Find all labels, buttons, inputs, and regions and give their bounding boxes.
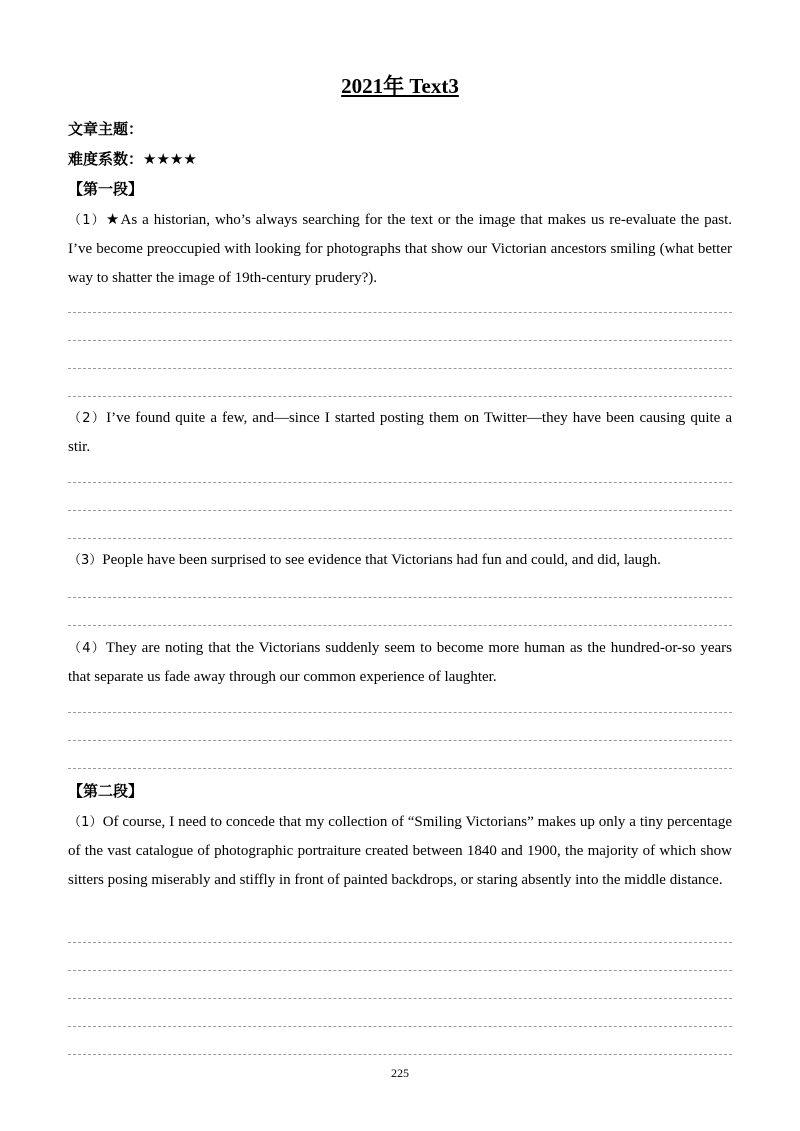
answer-line bbox=[68, 942, 732, 943]
sentence-text: I’ve found quite a few, and—since I started posting them on Twitter—they have been causing quite a stir. bbox=[68, 410, 732, 455]
sentence-number: （2） bbox=[68, 411, 107, 426]
difficulty-row bbox=[68, 148, 197, 169]
answer-line bbox=[68, 368, 732, 369]
page-title: 2021年 Text3 bbox=[341, 74, 459, 98]
sentence-number: （1） bbox=[68, 213, 106, 228]
sentence-number: （1） bbox=[68, 815, 103, 830]
article-theme-label: 文章主题： bbox=[68, 120, 144, 138]
difficulty-stars: ★★★★ bbox=[143, 150, 197, 168]
sentence-text: People have been surprised to see evidence that Victorians had fun and could, and did, laugh. bbox=[102, 552, 661, 568]
paragraph-1-3 bbox=[68, 546, 732, 575]
answer-line bbox=[68, 998, 732, 999]
paragraph-2-1 bbox=[68, 808, 732, 895]
answer-line bbox=[68, 396, 732, 397]
answer-line bbox=[68, 538, 732, 539]
page-number: 225 bbox=[391, 1066, 409, 1080]
answer-line bbox=[68, 740, 732, 741]
paragraph-1-4 bbox=[68, 634, 732, 692]
paragraph-1-2 bbox=[68, 404, 732, 462]
sentence-text: ★As a historian, who’s always searching for the text or the image that makes us re-evaluate the past. I’ve become preoccupied with looking for photographs that show our Victorian ancestors smiling (what better way to shatter the image of 19th-century prudery?). bbox=[68, 212, 732, 286]
section-heading-1: 【第一段】 bbox=[68, 180, 144, 198]
answer-line bbox=[68, 712, 732, 713]
sentence-number: （4） bbox=[68, 641, 106, 656]
answer-line bbox=[68, 340, 732, 341]
answer-line bbox=[68, 482, 732, 483]
answer-line bbox=[68, 625, 732, 626]
answer-line bbox=[68, 970, 732, 971]
answer-line bbox=[68, 768, 732, 769]
answer-line bbox=[68, 312, 732, 313]
difficulty-label: 难度系数： bbox=[68, 150, 144, 168]
answer-line bbox=[68, 1054, 732, 1055]
paragraph-1-1 bbox=[68, 206, 732, 293]
sentence-number: （3） bbox=[68, 553, 103, 568]
answer-line bbox=[68, 1026, 732, 1027]
sentence-text: They are noting that the Victorians suddenly seem to become more human as the hundred-or-so years that separate us fade away through our common experience of laughter. bbox=[68, 640, 732, 685]
answer-line bbox=[68, 510, 732, 511]
section-heading-2: 【第二段】 bbox=[68, 782, 144, 800]
sentence-text: Of course, I need to concede that my collection of “Smiling Victorians” makes up only a tiny percentage of the vast catalogue of photographic portraiture created between 1840 and 1900, the majority of which show sitters posing miserably and stiffly in front of painted backdrops, or staring absently into the middle distance. bbox=[68, 814, 732, 888]
answer-line bbox=[68, 597, 732, 598]
